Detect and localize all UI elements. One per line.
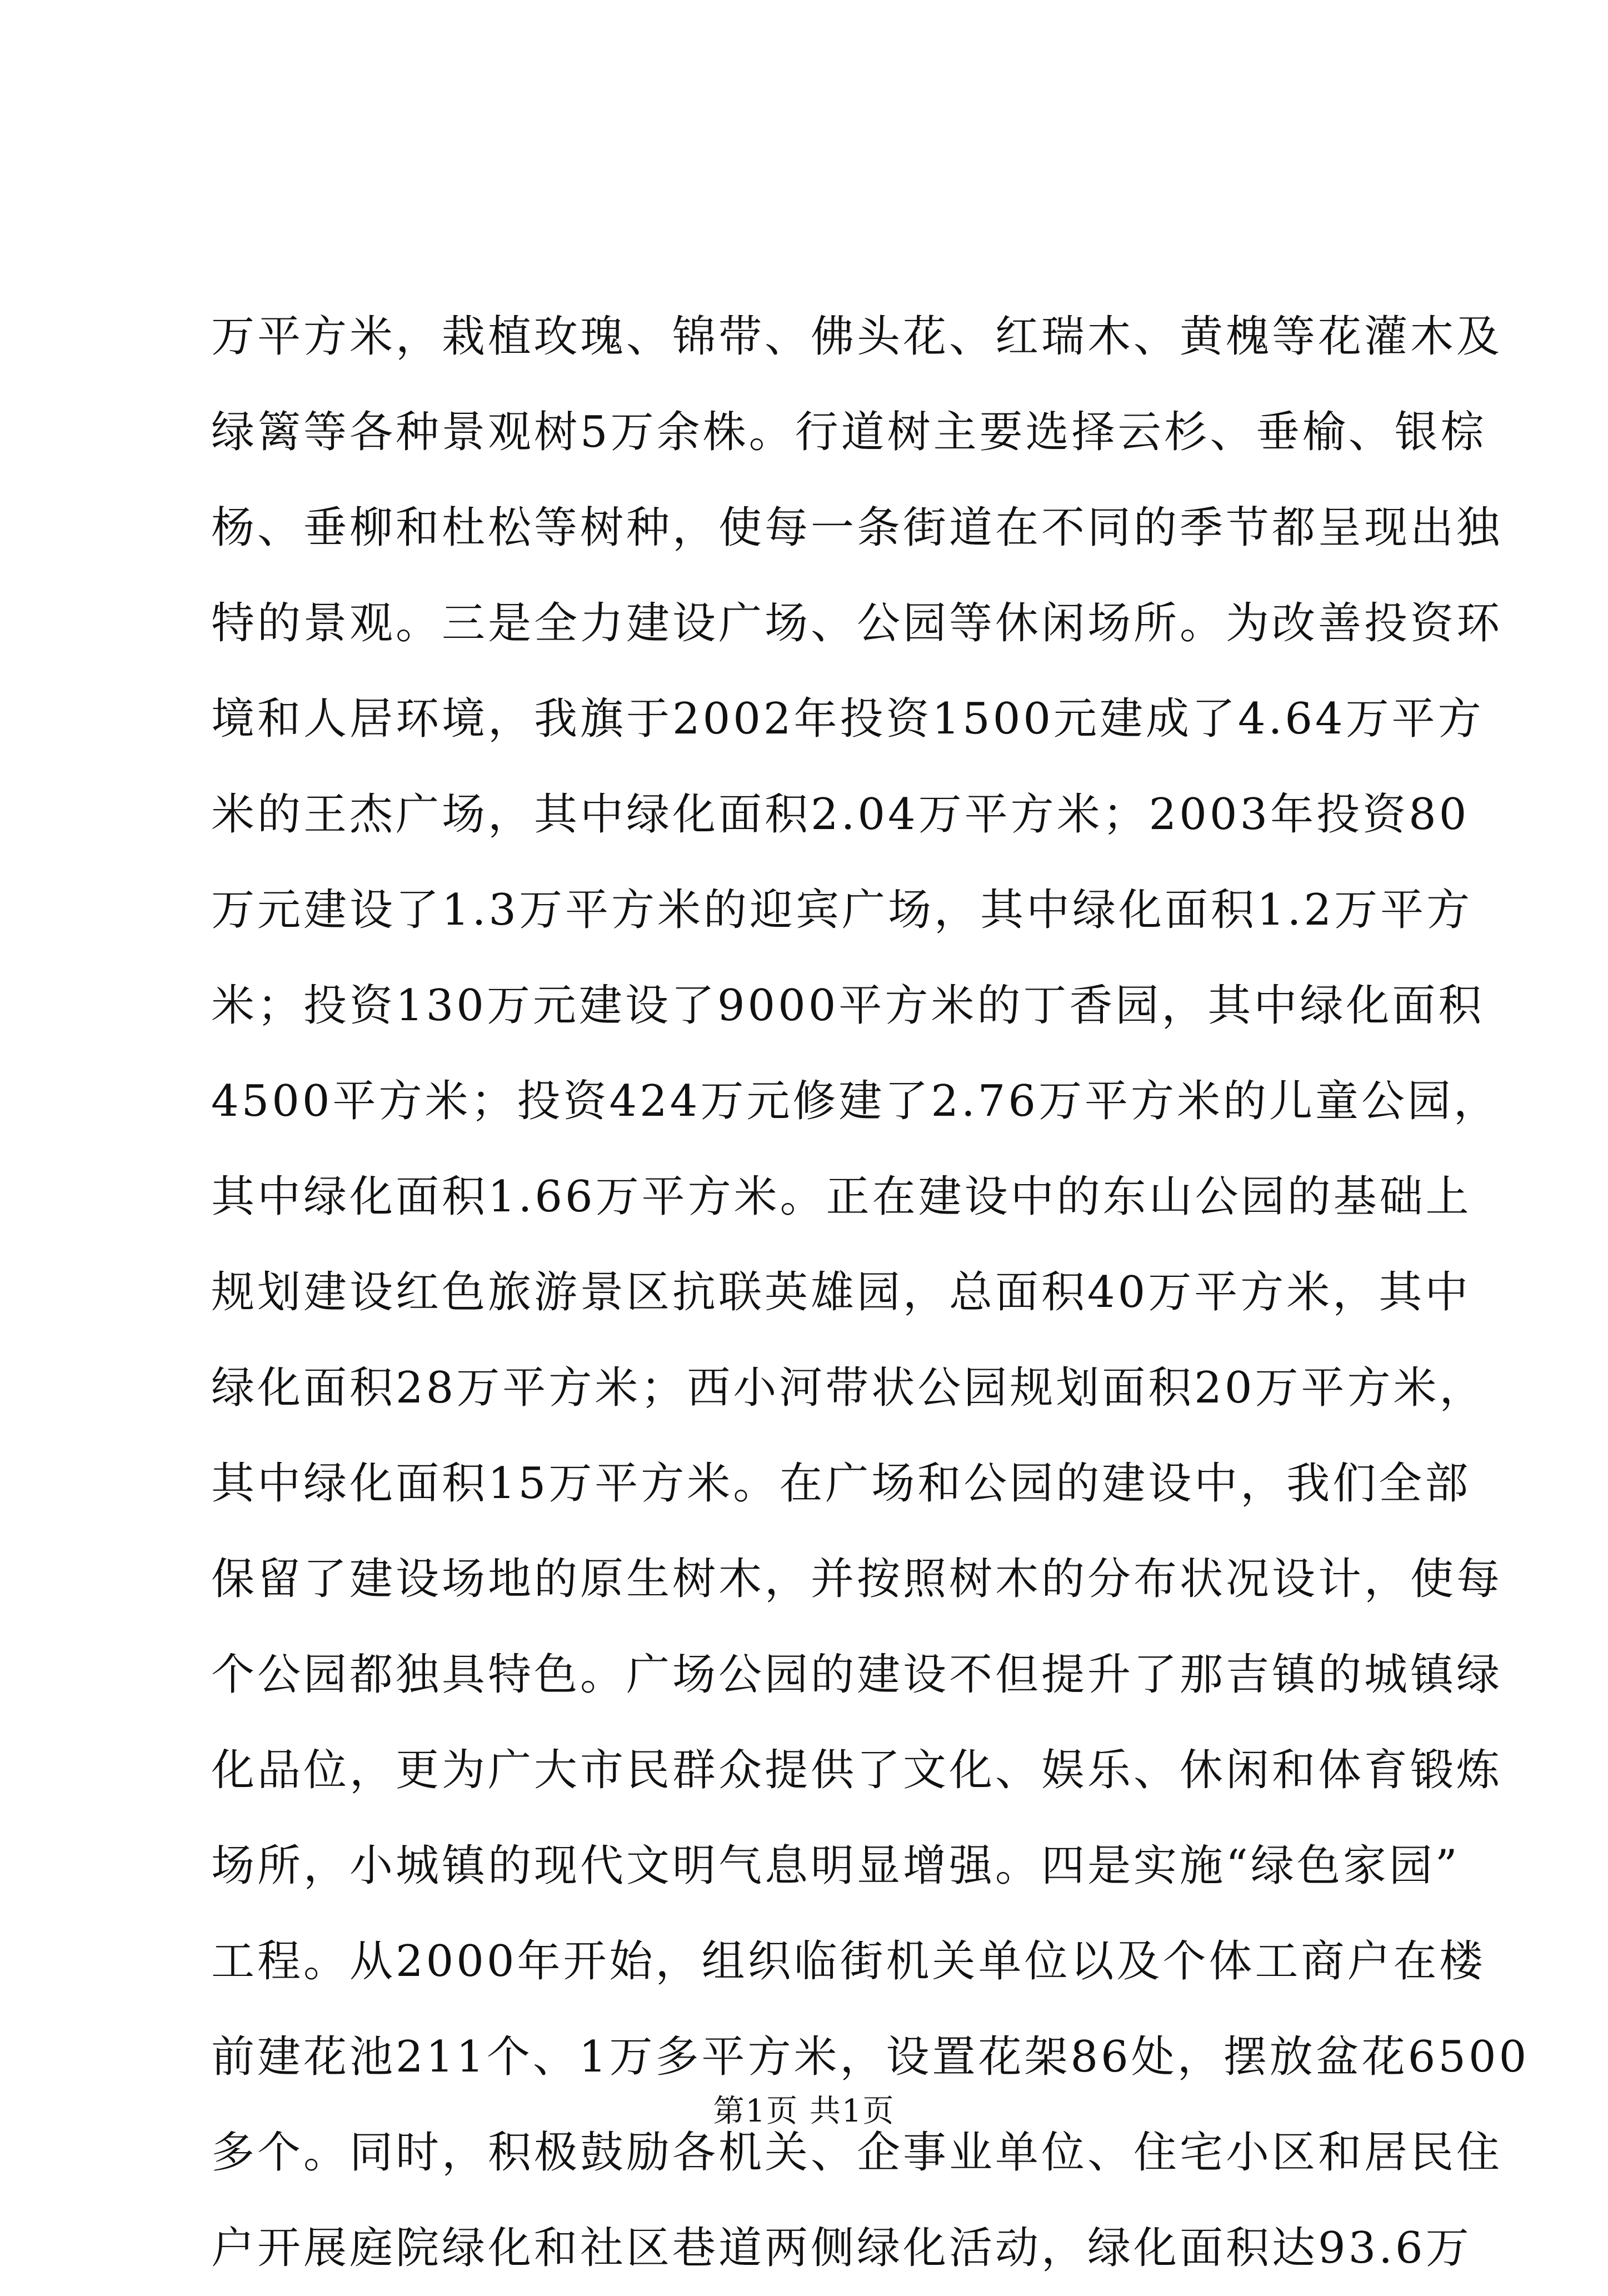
text-line: 保留了建设场地的原生树木，并按照树木的分布状况设计，使每 [211,1554,1503,1604]
text-line: 万元建设了1.3万平方米的迎宾广场，其中绿化面积1.2万平方 [211,885,1473,935]
body-text [211,289,1530,2296]
text-line: 万平方米，栽植玫瑰、锦带、佛头花、红瑞木、黄槐等花灌木及 [211,312,1503,362]
text-line: 其中绿化面积15万平方米。在广场和公园的建设中，我们全部 [211,1459,1471,1509]
text-line: 前建花池211个、1万多平方米，设置花架86处，摆放盆花6500 [211,2032,1530,2082]
text-line: 其中绿化面积1.66万平方米。正在建设中的东山公园的基础上 [211,1172,1472,1222]
text-line: 个公园都独具特色。广场公园的建设不但提升了那吉镇的城镇绿 [211,1650,1503,1700]
text-line: 4500平方米；投资424万元修建了2.76万平方米的儿童公园， [211,1076,1500,1126]
text-line: 绿化面积28万平方米；西小河带状公园规划面积20万平方米， [211,1363,1486,1413]
text-line: 场所，小城镇的现代文明气息明显增强。四是实施“绿色家园” [211,1841,1460,1891]
text-line: 米的王杰广场，其中绿化面积2.04万平方米；2003年投资80 [211,790,1470,840]
text-line: 多个。同时，积极鼓励各机关、企事业单位、住宅小区和居民住 [211,2128,1503,2178]
text-line: 杨、垂柳和杜松等树种，使每一条街道在不同的季节都呈现出独 [211,503,1503,553]
text-line: 化品位，更为广大市民群众提供了文化、娱乐、休闲和体育锻炼 [211,1745,1503,1795]
text-line: 工程。从2000年开始，组织临街机关单位以及个体工商户在楼 [211,1936,1486,1986]
text-line: 特的景观。三是全力建设广场、公园等休闲场所。为改善投资环 [211,598,1503,648]
text-line: 米；投资130万元建设了9000平方米的丁香园，其中绿化面积 [211,981,1485,1031]
text-line: 绿篱等各种景观树5万余株。行道树主要选择云杉、垂榆、银棕 [211,407,1487,457]
text-line: 境和人居环境，我旗于2002年投资1500元建成了4.64万平方 [211,694,1484,744]
text-line: 户开展庭院绿化和社区巷道两侧绿化活动，绿化面积达93.6万 [211,2223,1472,2273]
text-line: 规划建设红色旅游景区抗联英雄园，总面积40万平方米，其中 [211,1267,1471,1317]
page-number: 第1页 共1页 [713,2093,895,2129]
page-footer [0,2089,1608,2134]
